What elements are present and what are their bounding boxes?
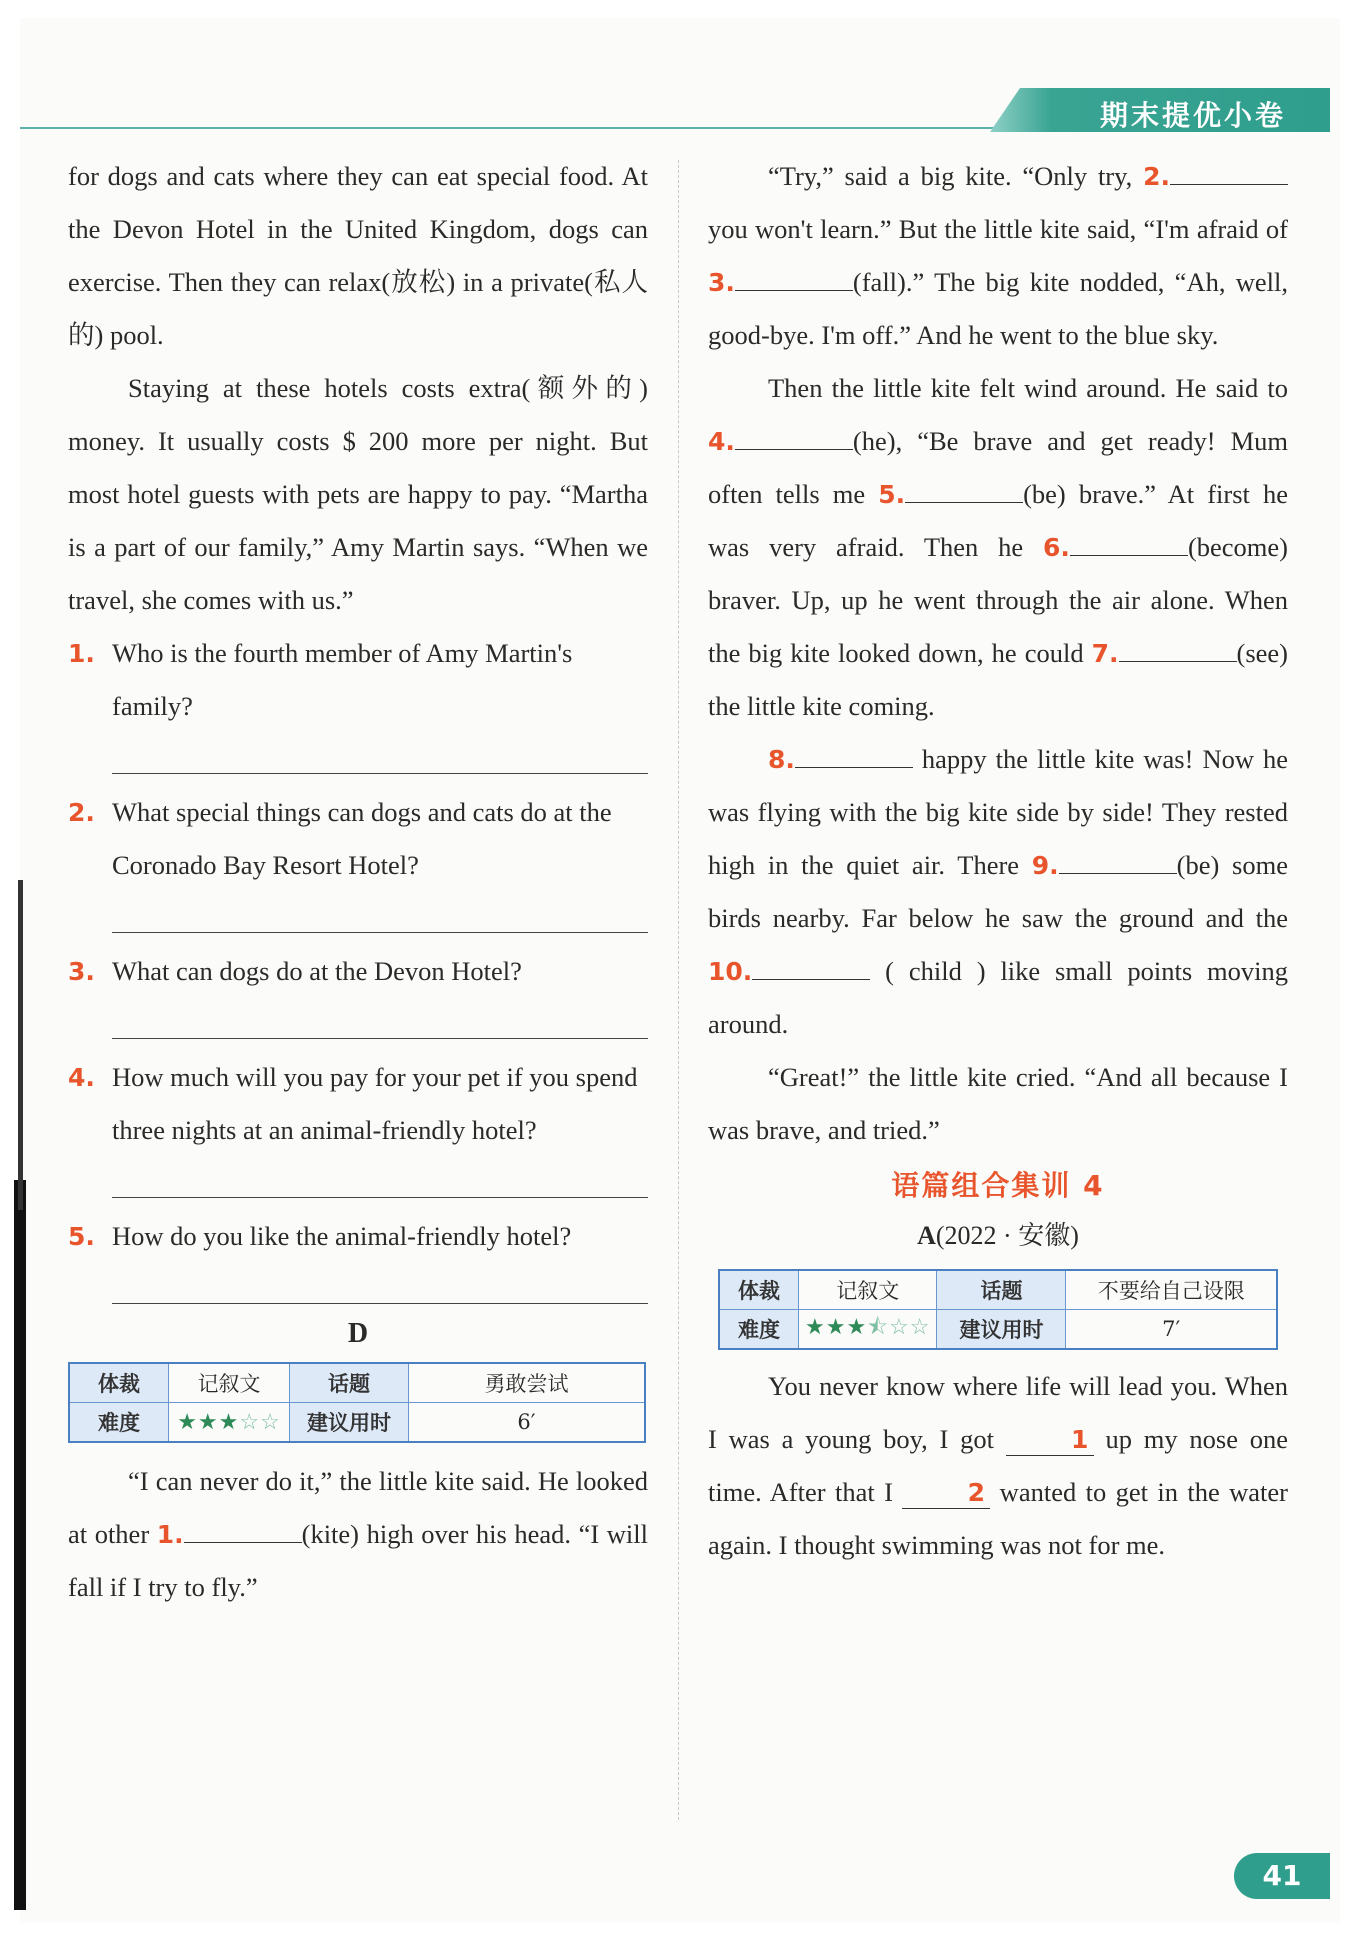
text: (fall).” The big kite nodded, “Ah, well, good-bye. I'm off.” And he went to the blue sky. (708, 267, 1288, 350)
table-value: 7′ (1066, 1310, 1277, 1350)
question-number: 1. (68, 639, 95, 668)
question-item (68, 945, 648, 998)
text: wanted to get in the water again. I thought swimming was not for me. (708, 1477, 1288, 1560)
text: happy the little kite was! Now he was flying with the big kite side by side! They rested high in the quiet air. There (708, 744, 1288, 880)
numbered-blank[interactable]: 1 (1006, 1425, 1094, 1456)
fill-blank[interactable] (1170, 158, 1288, 185)
answer-line[interactable] (112, 998, 648, 1039)
question-item (68, 1210, 648, 1263)
header-rule (20, 127, 1060, 129)
paragraph (708, 1360, 1288, 1572)
fill-blank[interactable] (905, 476, 1023, 503)
table-value: 不要给自己设限 (1066, 1270, 1277, 1310)
fill-blank[interactable] (1059, 847, 1177, 874)
question-text: What special things can dogs and cats do at the Coronado Bay Resort Hotel? (112, 797, 612, 880)
scan-edge (18, 880, 23, 1210)
blank-number: 1. (156, 1520, 184, 1549)
question-list (68, 627, 648, 1304)
star-empty-icon: ☆☆ (889, 1315, 931, 1340)
blank-number: 4. (708, 427, 735, 456)
table-value: 勇敢尝试 (409, 1363, 646, 1403)
fill-blank[interactable] (1070, 529, 1188, 556)
numbered-blank[interactable]: 2 (902, 1478, 990, 1509)
text: “Try,” said a big kite. “Only try, (768, 161, 1144, 191)
question-text: How much will you pay for your pet if you spend three nights at an animal-friendly hotel? (112, 1062, 638, 1145)
table-label: 体裁 (719, 1270, 799, 1310)
paragraph (68, 1455, 648, 1614)
table-value: 6′ (409, 1403, 646, 1443)
paragraph (708, 150, 1288, 362)
fill-blank[interactable] (735, 423, 853, 450)
question-number: 2. (68, 798, 95, 827)
question-number: 4. (68, 1063, 95, 1092)
table-label: 建议用时 (290, 1403, 409, 1443)
passage-letter: A (917, 1221, 936, 1250)
question-item (68, 627, 648, 733)
star-icon: ★★★ (805, 1315, 868, 1340)
paragraph (708, 733, 1288, 1051)
fill-blank[interactable] (795, 741, 913, 768)
text: (kite) high over his head. “I will fall if I try to fly.” (68, 1519, 648, 1602)
text: “I can never do it,” the little kite said. He looked at other (68, 1466, 648, 1549)
section-title: 语篇组合集训 4 (891, 1169, 1105, 1202)
fill-blank[interactable] (752, 953, 870, 980)
blank-number: 5. (878, 480, 906, 509)
paragraph: Staying at these hotels costs extra(额外的) money. It usually costs $ 200 more per night. But most hotel guests with pets are happy to pay. “Martha is a part of our family,” Amy Martin says. “When we travel, she comes with us.” (68, 373, 648, 615)
difficulty-stars (799, 1310, 937, 1350)
table-label: 话题 (290, 1363, 409, 1403)
table-label: 建议用时 (937, 1310, 1066, 1350)
paragraph: for dogs and cats where they can eat special food. At the Devon Hotel in the United Kingdom, dogs can exercise. Then they can relax(放松) in a private(私人的) pool. (68, 161, 648, 350)
question-text: What can dogs do at the Devon Hotel? (112, 956, 522, 986)
text: (he), “Be brave and get ready! Mum often tells me (708, 426, 1288, 509)
answer-line[interactable] (112, 1263, 648, 1304)
blank-number: 9. (1031, 851, 1059, 880)
page-number: 41 (1234, 1853, 1330, 1899)
table-label: 难度 (69, 1403, 169, 1443)
text: ( child ) like small points moving around. (708, 956, 1288, 1039)
question-item (68, 1051, 648, 1157)
answer-line[interactable] (112, 892, 648, 933)
star-icon: ★★★ (177, 1409, 240, 1435)
blank-number: 6. (1043, 533, 1070, 562)
fill-blank[interactable] (735, 264, 853, 291)
question-text: How do you like the animal-friendly hotel? (112, 1221, 572, 1251)
question-text: Who is the fourth member of Amy Martin's family? (112, 638, 573, 721)
left-column (68, 150, 648, 1614)
fill-blank[interactable] (1119, 635, 1237, 662)
passage-source: (2022 · 安徽) (935, 1221, 1079, 1250)
text: (become) braver. Up, up he went through the air alone. When the big kite looked down, he could (708, 532, 1288, 668)
text: you won't learn.” But the little kite said, “I'm afraid of (708, 214, 1288, 244)
text: up my nose one time. After that I (708, 1424, 1289, 1507)
info-table (718, 1269, 1278, 1350)
text: (be) brave.” At first he was very afraid. Then he (708, 479, 1288, 562)
question-item (68, 786, 648, 892)
blank-number: 10. (708, 957, 753, 986)
star-empty-icon: ☆☆ (239, 1409, 281, 1435)
text: (see) the little kite coming. (708, 638, 1288, 721)
difficulty-stars (169, 1403, 290, 1443)
blank-number: 3. (708, 268, 735, 297)
question-number: 3. (68, 957, 95, 986)
info-table (68, 1362, 646, 1443)
star-half-icon: ⯪ (867, 1315, 890, 1340)
section-title: D (347, 1318, 369, 1349)
blank-number: 7. (1091, 639, 1119, 668)
table-label: 难度 (719, 1310, 799, 1350)
table-label: 话题 (937, 1270, 1066, 1310)
section-subtitle (708, 1211, 1288, 1261)
blank-number: 2. (1143, 162, 1170, 191)
header-title: 期末提优小卷 (1100, 99, 1287, 132)
answer-line[interactable] (112, 733, 648, 774)
paragraph: “Great!” the little kite cried. “And all because I was brave, and tried.” (708, 1062, 1288, 1145)
text: (be) some birds nearby. Far below he saw the ground and the (708, 850, 1288, 933)
text: You never know where life will lead you. When I was a young boy, I got (708, 1371, 1288, 1454)
table-value: 记叙文 (799, 1270, 937, 1310)
right-column (708, 150, 1288, 1572)
text: Then the little kite felt wind around. He said to (768, 373, 1288, 403)
table-label: 体裁 (69, 1363, 169, 1403)
answer-line[interactable] (112, 1157, 648, 1198)
column-divider (678, 160, 679, 1820)
scan-edge (14, 1180, 26, 1910)
table-value: 记叙文 (169, 1363, 290, 1403)
paragraph (708, 362, 1288, 733)
fill-blank[interactable] (184, 1516, 302, 1543)
blank-number: 8. (768, 745, 795, 774)
question-number: 5. (68, 1222, 95, 1251)
